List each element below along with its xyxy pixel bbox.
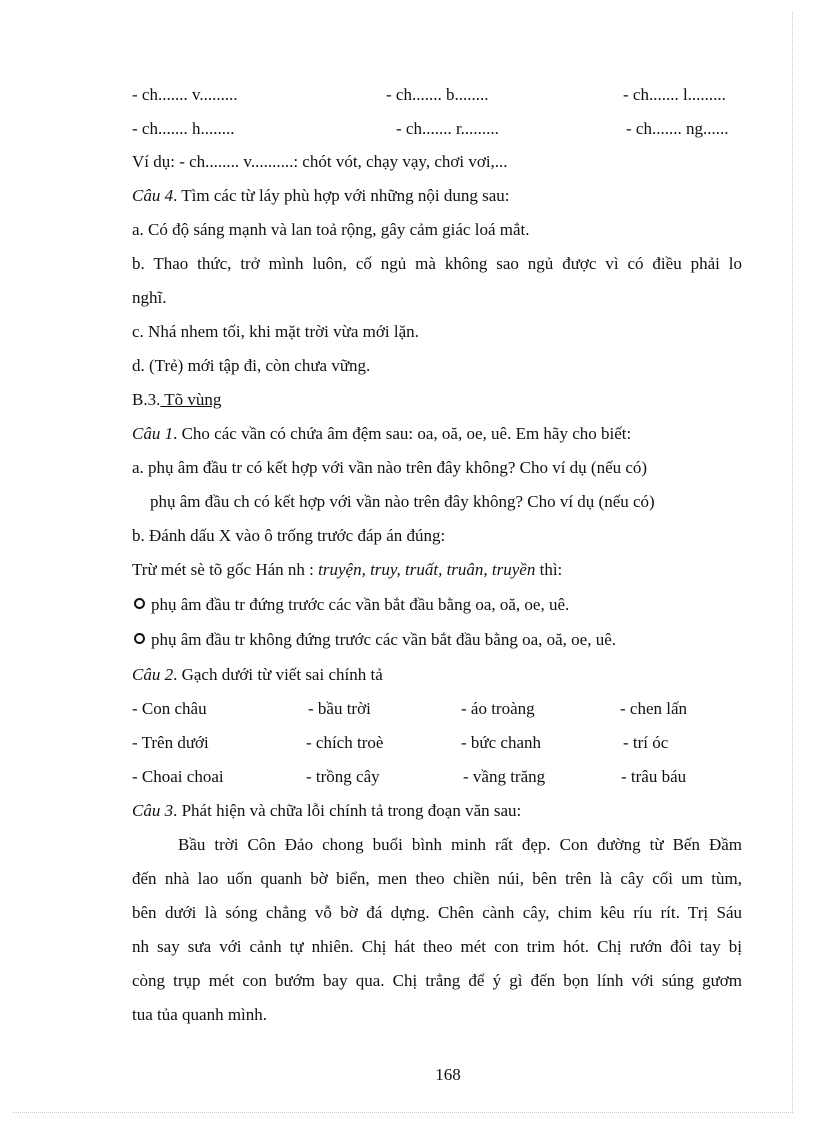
exercise-item: - ch....... v......... [132, 85, 238, 104]
word-item: - chen lấn [620, 699, 688, 718]
question-label: Câu 4 [132, 186, 174, 205]
section-number: B.3. [132, 390, 161, 409]
exception-prefix: Trừ mét sè tõ gốc Hán nh : [132, 560, 319, 579]
question-4 [132, 185, 509, 207]
question-3 [132, 800, 521, 822]
word-item: - vầng trăng [463, 767, 546, 786]
paragraph-line: bên dưới là sóng chẳng vỗ bờ đá dựng. Chên cành cây, chim kêu ríu rít. Trị Sáu [132, 903, 742, 922]
word-item: - trí óc [623, 733, 669, 752]
word-item: - bầu trời [308, 699, 371, 718]
exercise-item: - ch....... r......... [396, 119, 499, 138]
word-item: - Con châu [132, 699, 207, 718]
section-heading [132, 389, 221, 411]
word-item: - trâu báu [621, 767, 687, 786]
question-1 [132, 423, 631, 445]
question-1-a: a. phụ âm đầu tr có kết hợp với vần nào trên đây không? Cho ví dụ (nếu có) [132, 458, 648, 477]
exception-line [132, 559, 562, 581]
question-2 [132, 664, 383, 686]
paragraph-line: còng trụp mét con bướm bay qua. Chị trẳng để ý gì đến bọn lính với súng gươm [132, 971, 742, 990]
option-text: phụ âm đầu tr không đứng trước các vần bắt đầu bằng oa, oă, oe, uê. [151, 630, 617, 649]
question-text: . Tìm các từ láy phù hợp với những nội dung sau: [173, 186, 510, 205]
question-text: . Gạch dưới từ viết sai chính tả [173, 665, 383, 684]
question-1-b: b. Đánh dấu X vào ô trống trước đáp án đúng: [132, 526, 446, 545]
word-item: - chích troè [306, 733, 384, 752]
answer-b-line1: b. Thao thức, trở mình luôn, cố ngủ mà không sao ngủ được vì có điều phải lo [132, 254, 742, 273]
question-label: Câu 3 [132, 801, 174, 820]
question-text: . Cho các vần có chứa âm đệm sau: oa, oă, oe, uê. Em hãy cho biết: [173, 424, 632, 443]
question-1-a-cont: phụ âm đầu ch có kết hợp với vần nào trên đây không? Cho ví dụ (nếu có) [150, 492, 655, 511]
option-1 [134, 594, 569, 616]
word-item: - bức chanh [461, 733, 542, 752]
option-2 [134, 629, 616, 651]
answer-a: a. Có độ sáng mạnh và lan toả rộng, gây cảm giác loá mắt. [132, 220, 530, 239]
section-title: Tõ vùng [160, 390, 222, 409]
question-label: Câu 1 [132, 424, 174, 443]
word-item: - Trên dưới [132, 733, 209, 752]
word-item: - Choai choai [132, 767, 224, 786]
paragraph-line: tua tủa quanh mình. [132, 1005, 268, 1024]
answer-d: d. (Trẻ) mới tập đi, còn chưa vững. [132, 356, 371, 375]
answer-b-line2: nghĩ. [132, 288, 167, 307]
question-label: Câu 2 [132, 665, 174, 684]
answer-c: c. Nhá nhem tối, khi mặt trời vừa mới lặn. [132, 322, 419, 341]
paragraph-line: nh say sưa với cảnh tự nhiên. Chị hát theo mét con trim hót. Chị rướn đôi tay bị [132, 937, 742, 956]
option-text: phụ âm đầu tr đứng trước các vần bắt đầu bằng oa, oă, oe, uê. [151, 595, 570, 614]
word-item: - áo troàng [461, 699, 535, 718]
circle-bullet-icon [134, 633, 145, 644]
paragraph-line: Bầu trời Côn Đảo chong buổi bình minh rất đẹp. Con đường từ Bến Đầm [178, 835, 742, 854]
exception-words: truyện, truy, truất, truân, truyền [318, 560, 536, 579]
exercise-item: - ch....... ng...... [626, 119, 729, 138]
exercise-item: - ch....... l......... [623, 85, 726, 104]
paragraph-line: đến nhà lao uốn quanh bờ biển, men theo chiền núi, bên trên là cây cối um tùm, [132, 869, 742, 888]
circle-bullet-icon [134, 598, 145, 609]
question-text: . Phát hiện và chữa lỗi chính tả trong đoạn văn sau: [173, 801, 522, 820]
exception-suffix: thì: [535, 560, 563, 579]
word-item: - trồng cây [306, 767, 380, 786]
page-number: 168 [435, 1065, 461, 1084]
exercise-item: - ch....... h........ [132, 119, 235, 138]
exercise-item: - ch....... b........ [386, 85, 489, 104]
example-line: Ví dụ: - ch........ v..........: chót vót, chạy vạy, chơi vơi,... [132, 152, 508, 171]
